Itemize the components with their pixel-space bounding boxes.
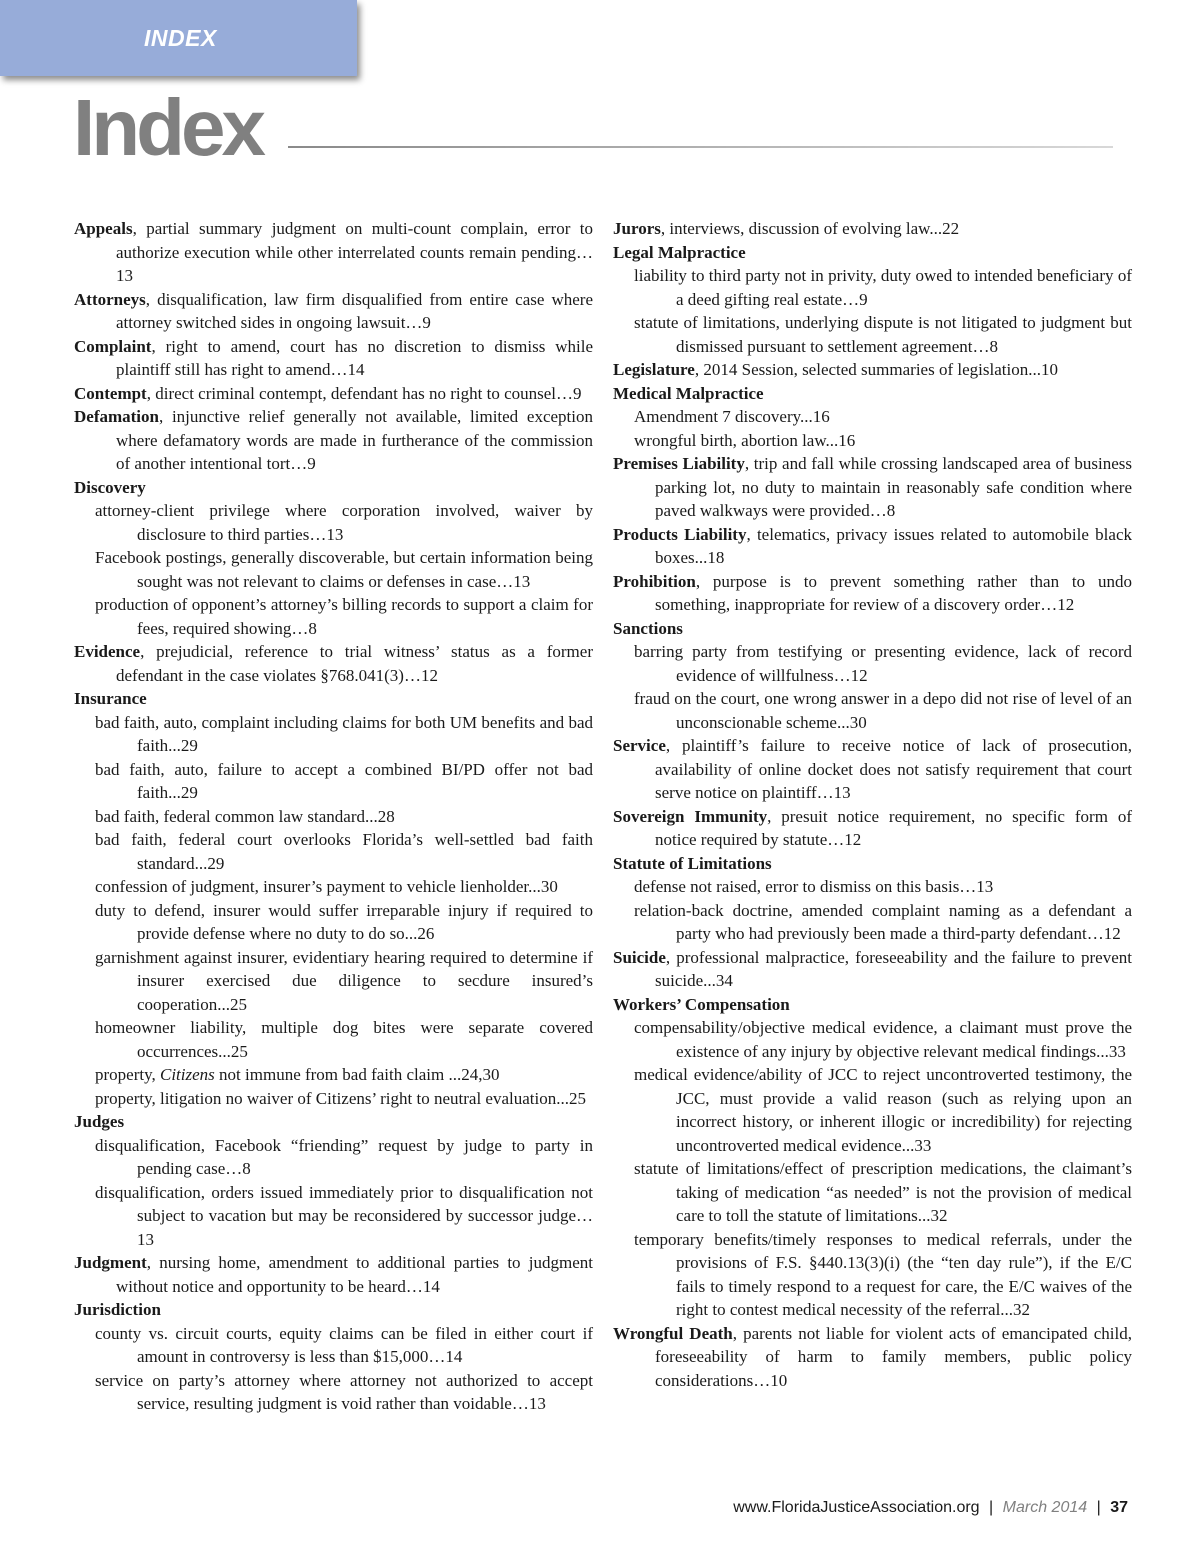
page-title: Index: [73, 83, 262, 172]
index-entry-text: , interviews, discussion of evolving law...22: [660, 219, 960, 238]
index-subentry-text: bad faith, auto, complaint including claims for both UM benefits and bad faith...29: [95, 712, 593, 755]
index-entry-text: , plaintiff’s failure to receive notice of lack of prosecution, availability of online docket does not satisfy requirement that court serve notice on plaintiff…13: [655, 736, 1132, 802]
index-subentry-text: confession of judgment, insurer’s payment to vehicle lienholder...30: [95, 877, 558, 896]
index-entry-text: , trip and fall while crossing landscaped area of business parking lot, no duty to maintain in reasonably safe condition where paved walkways were provided…8: [655, 454, 1132, 520]
index-entry-text: , disqualification, law firm disqualified from entire case where attorney switched sides in ongoing lawsuit…9: [116, 289, 593, 332]
index-entry: [613, 805, 1132, 852]
index-subentry: [74, 711, 593, 758]
index-subentry-text: bad faith, auto, failure to accept a combined BI/PD offer not bad faith...29: [95, 759, 593, 802]
index-subentry-text: duty to defend, insurer would suffer irreparable injury if required to provide defense where no duty to do so...26: [95, 900, 593, 943]
index-subentry: [613, 1016, 1132, 1063]
index-subentry: [74, 875, 593, 899]
index-term: Defamation: [74, 407, 159, 426]
index-term: Suicide: [613, 947, 666, 967]
footer-separator: |: [989, 1499, 994, 1516]
index-subentry: [613, 1063, 1132, 1157]
index-heading: Insurance: [74, 689, 147, 708]
section-tab-label: INDEX: [144, 25, 217, 51]
index-subentry-text: county vs. circuit courts, equity claims can be filed in either court if amount in controversy is less than $15,000…14: [95, 1323, 593, 1366]
index-subentry-text: homeowner liability, multiple dog bites were separate covered occurrences...25: [95, 1018, 593, 1061]
index-subentry-text: garnishment against insurer, evidentiary hearing required to determine if insurer exercised due diligence to secdure insured’s cooperation...25: [95, 947, 593, 1014]
index-term: Complaint: [74, 336, 152, 356]
index-entry: [613, 570, 1132, 617]
index-column-left: [74, 217, 593, 1416]
index-subentry: [613, 1228, 1132, 1322]
index-entry-text: , right to amend, court has no discretion to dismiss while plaintiff still has right to amend…14: [116, 336, 593, 379]
index-subentry: [613, 640, 1132, 687]
footer-issue: March 2014: [1002, 1499, 1088, 1516]
index-subentry: [74, 946, 593, 1017]
index-subentry: [613, 1157, 1132, 1228]
index-entry: [74, 217, 593, 288]
index-subentry-text: relation-back doctrine, amended complaint naming as a defendant a party who had previously been made a third-party defendant…12: [634, 900, 1132, 943]
footer-url[interactable]: www.FloridaJusticeAssociation.org: [733, 1499, 980, 1516]
index-subentry: [74, 758, 593, 805]
index-entry-text: , partial summary judgment on multi-count complain, error to authorize execution while other interrelated counts remain pending…13: [116, 219, 593, 285]
index-subentry-text: property, litigation no waiver of Citizens’ right to neutral evaluation...25: [95, 1088, 586, 1108]
index-term: Products Liability: [613, 524, 747, 544]
index-heading: Workers’ Compensation: [613, 994, 790, 1014]
index-entry: [74, 335, 593, 382]
index-subentry-prefix: property,: [95, 1065, 160, 1084]
index-subentry-text: not immune from bad faith claim ...24,30: [214, 1065, 500, 1084]
index-entry-text: , direct criminal contempt, defendant has no right to counsel…9: [146, 383, 582, 403]
index-heading: Statute of Limitations: [613, 853, 772, 873]
index-subentry: [613, 687, 1132, 734]
index-entry-text: , telematics, privacy issues related to automobile black boxes...18: [655, 524, 1132, 567]
index-entry: [74, 288, 593, 335]
index-term: Appeals: [74, 219, 133, 238]
index-entry-text: , nursing home, amendment to additional parties to judgment without notice and opportunity to be heard…14: [116, 1253, 593, 1296]
index-subentry: [74, 899, 593, 946]
index-subentry-text: bad faith, federal common law standard...28: [95, 806, 395, 826]
index-subentry: [613, 264, 1132, 311]
index-entry-text: , injunctive relief generally not available, limited exception where defamatory words are made in furtherance of the commission of another intentional tort…9: [116, 407, 593, 473]
index-entry: [613, 1322, 1132, 1393]
index-subentry-text: disqualification, orders issued immediately prior to disqualification not subject to vacation but may be reconsidered by successor judge…13: [95, 1182, 593, 1249]
index-entry-text: , professional malpractice, foreseeability and the failure to prevent suicide...34: [655, 947, 1132, 990]
index-subentry: [74, 828, 593, 875]
index-term: Sovereign Immunity: [613, 806, 768, 826]
index-heading: Jurisdiction: [74, 1300, 161, 1319]
index-subentry: [74, 546, 593, 593]
index-entry: [74, 405, 593, 476]
index-term: Service: [613, 736, 666, 755]
index-subentry-text: Amendment 7 discovery...16: [634, 407, 830, 426]
index-subentry-text: defense not raised, error to dismiss on this basis…13: [634, 877, 994, 896]
index-subentry-text: medical evidence/ability of JCC to reject uncontroverted testimony, the JCC, must provide a valid reason (such as relying upon an incorrect history, or inherent illogic or incredibility) for rejecting uncontroverted medical evidence...33: [634, 1065, 1132, 1155]
index-heading: Judges: [74, 1112, 125, 1131]
index-entry: [613, 217, 1132, 241]
index-entry: [613, 523, 1132, 570]
index-subentry-text: wrongful birth, abortion law...16: [634, 430, 856, 450]
index-subentry-text: bad faith, federal court overlooks Florida’s well-settled bad faith standard...29: [95, 830, 593, 873]
index-subentry: [74, 1369, 593, 1416]
index-subentry: [74, 1181, 593, 1252]
index-subentry-text: service on party’s attorney where attorney not authorized to accept service, resulting judgment is void rather than voidable…13: [95, 1370, 593, 1413]
index-entry: [613, 358, 1132, 382]
index-subentry: [613, 429, 1132, 453]
index-entry: [613, 734, 1132, 805]
footer-separator: |: [1096, 1499, 1101, 1516]
index-subentry: [74, 499, 593, 546]
index-subentry: [74, 1134, 593, 1181]
index-entry-text: , 2014 Session, selected summaries of legislation...10: [694, 360, 1058, 379]
index-entry: [613, 946, 1132, 993]
index-subentry-text: liability to third party not in privity, duty owed to intended beneficiary of a deed gifting real estate…9: [634, 266, 1132, 309]
index-subentry: [74, 1016, 593, 1063]
index-subentry-text: statute of limitations/effect of prescription medications, the claimant’s taking of medication “as needed” is not the provision of medical care to toll the statute of limitations...32: [634, 1159, 1132, 1225]
index-subentry-text: temporary benefits/timely responses to medical referrals, under the provisions of F.S. §440.13(3)(i) (the “ten day rule”), if the E/C fails to timely respond to a request for care, the E/C waives of the right to contest medical necessity of the referral...32: [634, 1229, 1132, 1319]
index-term: Jurors: [613, 219, 661, 238]
page-footer: [733, 1499, 1128, 1517]
index-entry-text: , purpose is to prevent something rather than to undo something, inappropriate for review of a discovery order…12: [655, 571, 1132, 614]
index-column-right: [613, 217, 1132, 1392]
index-subentry-text: fraud on the court, one wrong answer in a depo did not rise of level of an unconscionable scheme...30: [634, 689, 1132, 732]
index-entry-text: , parents not liable for violent acts of emancipated child, foreseeability of harm to family members, public policy considerations…10: [655, 1323, 1133, 1390]
index-subentry: [74, 805, 593, 829]
index-subentry-text: disqualification, Facebook “friending” request by judge to party in pending case…8: [95, 1135, 593, 1178]
index-subentry-italic: Citizens: [160, 1065, 215, 1084]
index-entry: [74, 382, 593, 406]
index-heading: Medical Malpractice: [613, 383, 764, 403]
title-rule: [288, 146, 1113, 148]
index-subentry-text: compensability/objective medical evidence, a claimant must prove the existence of any injury by objective relevant medical findings...33: [634, 1018, 1132, 1061]
index-subentry: [613, 899, 1132, 946]
index-entry: [74, 1251, 593, 1298]
index-term: Legislature: [613, 360, 695, 379]
index-term: Premises Liability: [613, 454, 745, 473]
index-heading: Discovery: [74, 477, 146, 497]
index-entry-text: , presuit notice requirement, no specific form of notice required by statute…12: [655, 806, 1132, 849]
index-heading: Legal Malpractice: [613, 242, 746, 262]
index-heading: Sanctions: [613, 618, 683, 638]
index-term: Contempt: [74, 383, 147, 403]
index-entry-text: , prejudicial, reference to trial witness’ status as a former defendant in the case violates §768.041(3)…12: [116, 642, 593, 685]
index-term: Judgment: [74, 1253, 147, 1272]
page-number: 37: [1110, 1499, 1128, 1516]
index-term: Evidence: [74, 642, 141, 661]
index-subentry-text: barring party from testifying or presenting evidence, lack of record evidence of willfulness…12: [634, 642, 1132, 685]
index-subentry-text: Facebook postings, generally discoverable, but certain information being sought was not relevant to claims or defenses in case…13: [95, 548, 593, 591]
index-subentry: [74, 1322, 593, 1369]
index-subentry: [74, 1087, 593, 1111]
index-term: Attorneys: [74, 289, 146, 309]
index-subentry-text: attorney-client privilege where corporation involved, waiver by disclosure to third parties…13: [95, 501, 593, 544]
index-term: Wrongful Death: [613, 1323, 733, 1343]
index-entry: [74, 640, 593, 687]
section-tab: [0, 0, 357, 76]
index-subentry: [74, 1063, 593, 1087]
index-entry: [613, 452, 1132, 523]
index-subentry-text: statute of limitations, underlying dispute is not litigated to judgment but dismissed pursuant to settlement agreement…8: [634, 313, 1132, 356]
index-subentry-text: production of opponent’s attorney’s billing records to support a claim for fees, required showing…8: [95, 595, 593, 638]
index-subentry: [613, 875, 1132, 899]
index-subentry: [74, 593, 593, 640]
index-term: Prohibition: [613, 571, 696, 591]
index-subentry: [613, 405, 1132, 429]
index-subentry: [613, 311, 1132, 358]
